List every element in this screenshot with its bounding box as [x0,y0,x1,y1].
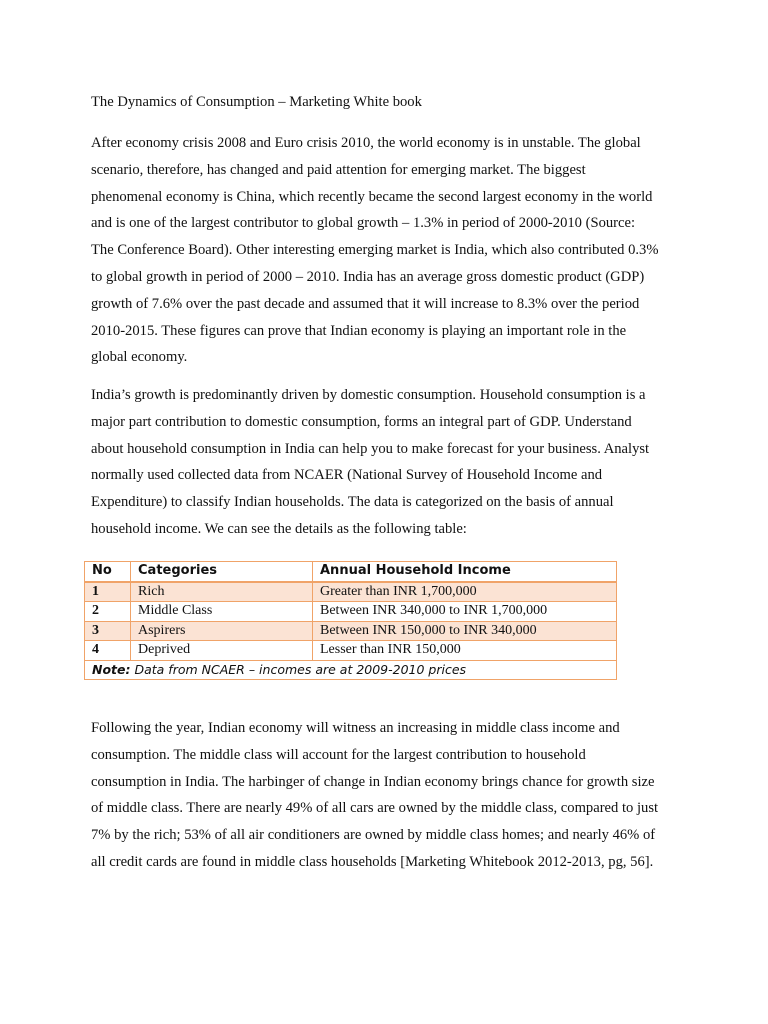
paragraph-line: scenario, therefore, has changed and paid attention for emerging market. The biggest [91,161,586,178]
table-row [85,602,617,622]
cell-category: Deprived [131,641,313,661]
header-income: Annual Household Income [313,562,617,582]
cell-income: Lesser than INR 150,000 [313,641,617,661]
cell-income: Greater than INR 1,700,000 [313,582,617,602]
cell-no: 1 [85,582,131,602]
cell-category: Aspirers [131,621,313,641]
cell-category: Rich [131,582,313,602]
paragraph-line: Following the year, Indian economy will witness an increasing in middle class income and [91,720,620,736]
paragraph-line: consumption. The middle class will account for the largest contribution to household [91,746,586,763]
table-row [85,641,617,661]
paragraph-line: of middle class. There are nearly 49% of all cars are owned by the middle class, compared to just [91,800,659,817]
paragraph-line: growth of 7.6% over the past decade and assumed that it will increase to 8.3% over the period [91,295,640,312]
header-no: No [85,562,131,582]
cell-no: 4 [85,641,131,661]
paragraph-line: India’s growth is predominantly driven by domestic consumption. Household consumption is a [91,387,646,403]
paragraph-line: and is one of the largest contributor to global growth – 1.3% in period of 2000-2010 (Source: [91,215,636,232]
document-title: The Dynamics of Consumption – Marketing White book [91,94,422,110]
table-note [85,660,617,680]
cell-income: Between INR 340,000 to INR 1,700,000 [313,602,617,622]
cell-category: Middle Class [131,602,313,622]
paragraph-line: major part contribution to domestic consumption, forms an integral part of GDP. Understand [91,413,632,430]
paragraph-line: all credit cards are found in middle class households [Marketing Whitebook 2012-2013, pg, 56]. [91,853,654,870]
cell-no: 2 [85,602,131,622]
note-label: Note: [92,661,131,677]
paragraph-line: The Conference Board). Other interesting emerging market is India, which also contributed 0.3% [91,242,659,259]
cell-income: Between INR 150,000 to INR 340,000 [313,621,617,641]
note-text: Data from NCAER – incomes are at 2009-2010 prices [130,661,467,677]
cell-no: 3 [85,621,131,641]
paragraph-line: to global growth in period of 2000 – 2010. India has an average gross domestic product (GDP) [91,268,645,285]
paragraph-middle-class [91,715,691,876]
paragraph-consumption [91,382,691,543]
paragraph-line: Expenditure) to classify Indian households. The data is categorized on the basis of annual [91,494,614,511]
paragraph-line: 7% by the rich; 53% of all air conditioners are owned by middle class homes; and nearly 46% of [91,827,656,844]
table-header-row [85,562,617,582]
paragraph-line: global economy. [91,349,188,366]
household-income-table [84,561,617,680]
paragraph-line: consumption in India. The harbinger of change in Indian economy brings chance for growth size [91,773,655,790]
paragraph-line: about household consumption in India can help you to make forecast for your business. Analyst [91,440,650,457]
paragraph-intro [91,130,691,371]
table-note-row [85,660,617,680]
paragraph-line: After economy crisis 2008 and Euro crisis 2010, the world economy is in unstable. The global [91,135,641,151]
paragraph-line: normally used collected data from NCAER (National Survey of Household Income and [91,467,603,484]
paragraph-line: household income. We can see the details as the following table: [91,520,467,537]
table-row [85,621,617,641]
table-row [85,582,617,602]
paragraph-line: phenomenal economy is China, which recently became the second largest economy in the world [91,188,653,205]
header-categories: Categories [131,562,313,582]
paragraph-line: 2010-2015. These figures can prove that Indian economy is playing an important role in the [91,322,627,339]
